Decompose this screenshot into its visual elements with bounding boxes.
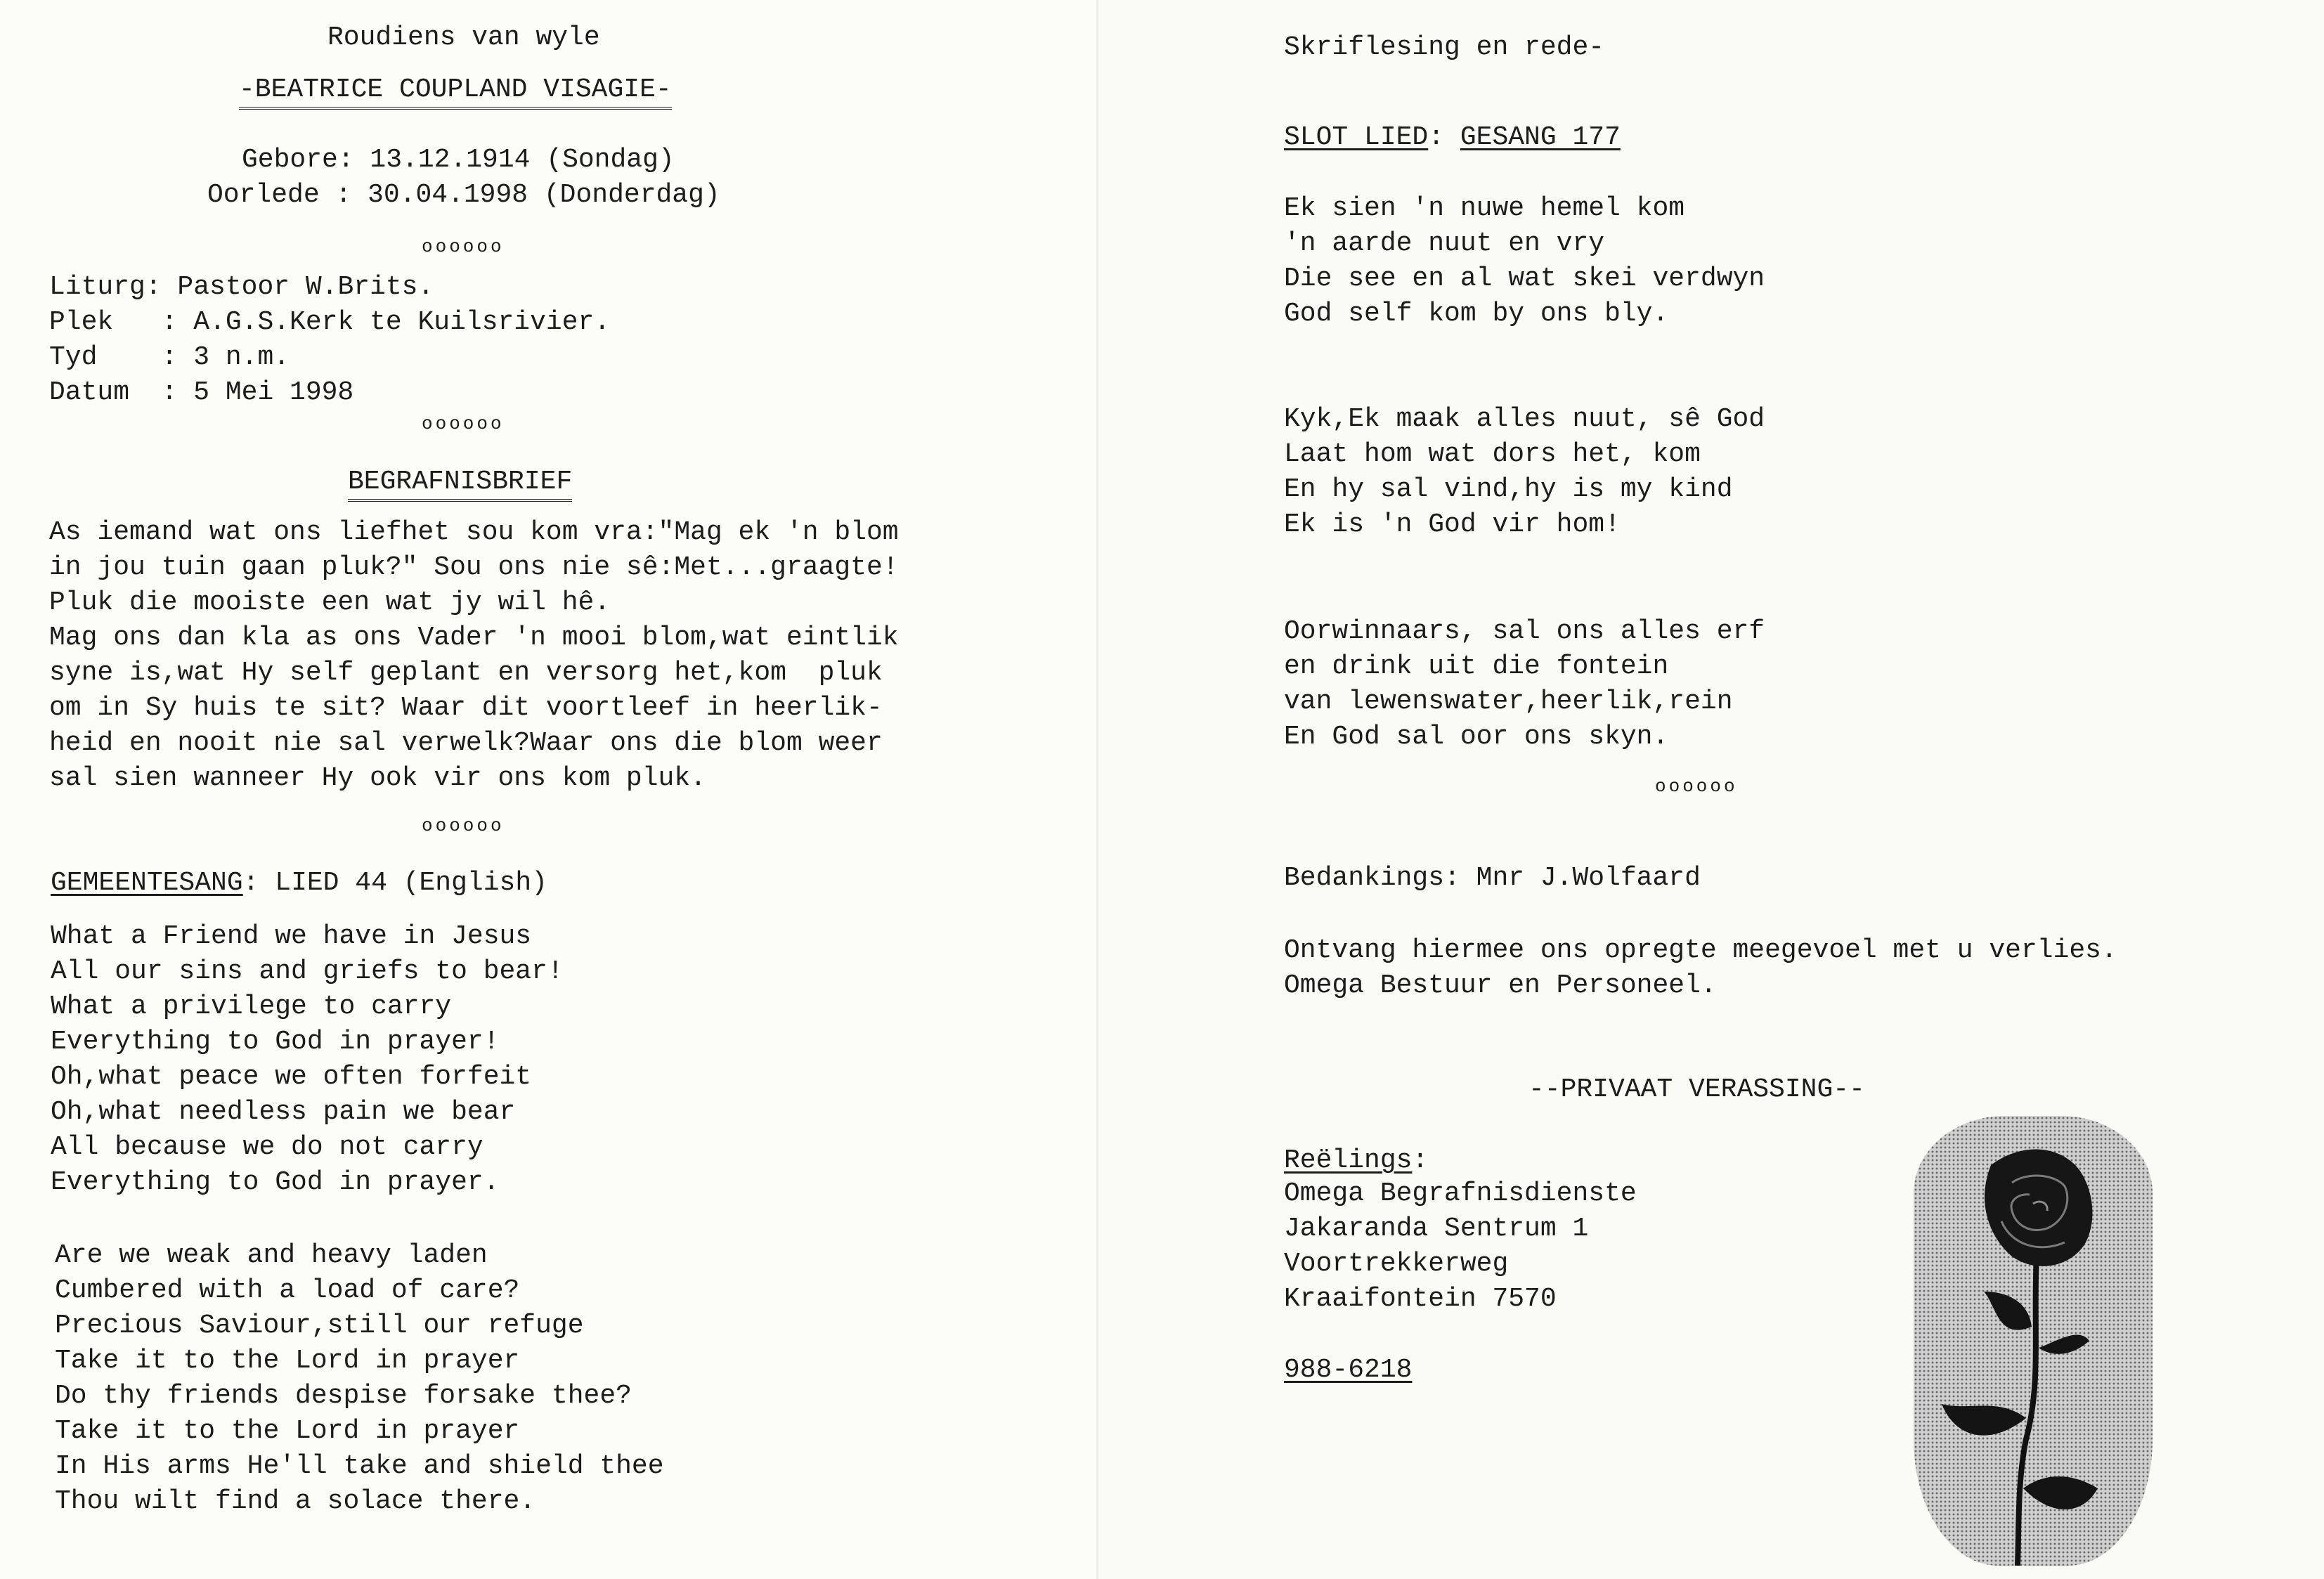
service-details <box>49 270 610 410</box>
hymn-line: Do thy friends despise forsake thee? <box>55 1381 632 1411</box>
closing-verse-2 <box>1284 402 1765 542</box>
hymn-line: All our sins and griefs to bear! <box>51 956 564 987</box>
condolence-message <box>1284 933 2117 1003</box>
hymn-line: Oh,what peace we often forfeit <box>51 1062 532 1092</box>
hymn-heading <box>51 866 547 900</box>
time-line: Tyd : 3 n.m. <box>49 342 290 372</box>
deceased-name <box>239 73 672 110</box>
hymn-line: Take it to the Lord in prayer <box>55 1346 520 1376</box>
arrangements-label: Reëlings <box>1284 1145 1413 1176</box>
hymn-line: Cumbered with a load of care? <box>55 1275 520 1306</box>
separator: oooooo <box>1655 776 1738 797</box>
verse-line: En God sal oor ons skyn. <box>1284 722 1669 752</box>
letter-heading-text: BEGRAFNISBRIEF <box>348 467 572 502</box>
verse-line: Die see en al wat skei verdwyn <box>1284 264 1765 294</box>
verse-line: Laat hom wat dors het, kom <box>1284 439 1701 469</box>
verse-line: God self kom by ons bly. <box>1284 299 1669 329</box>
separator: oooooo <box>422 236 505 257</box>
verse-line: Oorwinnaars, sal ons alles erf <box>1284 616 1765 646</box>
hymn-line: Thou wilt find a solace there. <box>55 1486 536 1516</box>
venue-line: Plek : A.G.S.Kerk te Kuilsrivier. <box>49 307 611 337</box>
arrangements-heading <box>1284 1144 1428 1178</box>
hymn-label: GEMEENTESANG <box>51 868 243 898</box>
closing-verse-1 <box>1284 191 1765 332</box>
hymn-line: All because we do not carry <box>51 1132 483 1162</box>
verse-line: van lewenswater,heerlik,rein <box>1284 687 1733 717</box>
letter-line: sal sien wanneer Hy ook vir ons kom pluk. <box>49 763 706 793</box>
deceased-name-text: -BEATRICE COUPLAND VISAGIE- <box>239 74 672 110</box>
phone-number-text: 988-6218 <box>1284 1355 1413 1385</box>
hymn-line: In His arms He'll take and shield thee <box>55 1451 664 1481</box>
birth-date: Gebore: 13.12.1914 (Sondag) <box>242 145 675 175</box>
letter-line: As iemand wat ons liefhet sou kom vra:"Mag ek 'n blom <box>49 517 899 547</box>
letter-line: Mag ons dan kla as ons Vader 'n mooi blom,wat eintlik <box>49 623 899 653</box>
letter-line: in jou tuin gaan pluk?" Sou ons nie sê:Met...graagte! <box>49 552 899 583</box>
hymn-line: What a Friend we have in Jesus <box>51 921 532 951</box>
verse-line: Kyk,Ek maak alles nuut, sê God <box>1284 404 1765 434</box>
left-page <box>0 0 1096 1579</box>
hymn-line: Everything to God in prayer! <box>51 1027 500 1057</box>
address-line: Kraaifontein 7570 <box>1284 1284 1557 1314</box>
arrangements-colon: : <box>1412 1145 1429 1176</box>
funeral-letter <box>49 515 899 796</box>
condolence-line: Omega Bestuur en Personeel. <box>1284 970 1717 1001</box>
closing-hymn-title: GESANG 177 <box>1460 122 1621 152</box>
date-line: Datum : 5 Mei 1998 <box>49 377 354 408</box>
hymn-line: Everything to God in prayer. <box>51 1167 500 1197</box>
private-cremation: --PRIVAAT VERASSING-- <box>1528 1074 1865 1105</box>
hymn-line: Are we weak and heavy laden <box>55 1240 488 1271</box>
separator: oooooo <box>422 413 505 434</box>
hymn-title: : LIED 44 (English) <box>242 868 547 898</box>
death-date: Oorlede : 30.04.1998 (Donderdag) <box>207 180 720 210</box>
phone-number <box>1284 1353 1412 1387</box>
closing-hymn-label: SLOT LIED <box>1284 122 1429 152</box>
address-line: Jakaranda Sentrum 1 <box>1284 1214 1589 1244</box>
verse-line: 'n aarde nuut en vry <box>1284 228 1605 259</box>
letter-line: om in Sy huis te sit? Waar dit voortleef in heerlik- <box>49 693 883 723</box>
letter-line: heid en nooit nie sal verwelk?Waar ons die blom weer <box>49 728 883 758</box>
letter-line: syne is,wat Hy self geplant en versorg het,kom pluk <box>49 658 883 688</box>
hymn-line: What a privilege to carry <box>51 992 452 1022</box>
rose-icon <box>1914 1116 2153 1566</box>
hymn-line: Precious Saviour,still our refuge <box>55 1311 584 1341</box>
closing-verse-3 <box>1284 614 1765 755</box>
right-page <box>1096 0 2324 1579</box>
closing-hymn-heading <box>1284 121 1621 155</box>
reading-line: Skriflesing en rede- <box>1284 32 1605 63</box>
officiant-line: Liturg: Pastoor W.Brits. <box>49 272 434 302</box>
closing-hymn-colon: : <box>1428 122 1460 152</box>
thanks-line: Bedankings: Mnr J.Wolfaard <box>1284 863 1701 893</box>
verse-line: en drink uit die fontein <box>1284 651 1669 682</box>
verse-line: Ek sien 'n nuwe hemel kom <box>1284 193 1685 223</box>
address-line: Voortrekkerweg <box>1284 1249 1509 1279</box>
hymn-line: Oh,what needless pain we bear <box>51 1097 516 1127</box>
rose-drawing <box>1914 1116 2153 1566</box>
funeral-home-address <box>1284 1176 1637 1317</box>
hymn-verse-2 <box>55 1238 664 1519</box>
hymn-line: Take it to the Lord in prayer <box>55 1416 520 1446</box>
address-line: Omega Begrafnisdienste <box>1284 1178 1637 1209</box>
verse-line: En hy sal vind,hy is my kind <box>1284 474 1733 505</box>
separator: oooooo <box>422 815 505 836</box>
verse-line: Ek is 'n God vir hom! <box>1284 509 1621 540</box>
hymn-verse-1 <box>51 919 564 1200</box>
intro-text: Roudiens van wyle <box>327 22 600 53</box>
letter-line: Pluk die mooiste een wat jy wil hê. <box>49 587 611 618</box>
condolence-line: Ontvang hiermee ons opregte meegevoel met u verlies. <box>1284 935 2117 966</box>
letter-heading <box>348 465 572 502</box>
